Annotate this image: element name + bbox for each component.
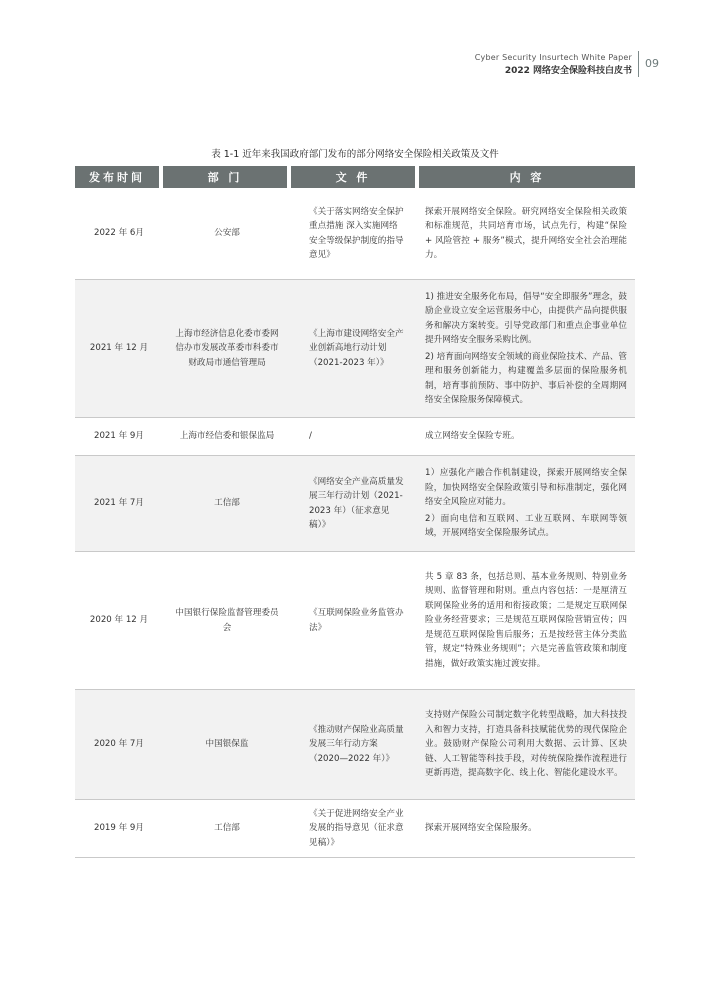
page-header bbox=[475, 52, 632, 78]
row-department: 公安部 bbox=[163, 188, 291, 280]
row-department: 中国银保监 bbox=[163, 690, 291, 800]
header-divider bbox=[638, 51, 639, 77]
content-paragraph: 探索开展网络安全保险。研究网络安全保险相关政策和标准规范，共同培育市场，试点先行，构建“保险 + 风险管控 + 服务”模式，提升网络安全社会治理能力。 bbox=[425, 206, 627, 260]
row-document: 《关于落实网络安全保护重点措施 深入实施网络安全等级保护制度的指导意见》 bbox=[291, 188, 419, 280]
row-department: 工信部 bbox=[163, 800, 291, 858]
row-department: 上海市经信委和银保监局 bbox=[163, 418, 291, 456]
row-document: 《上海市建设网络安全产业创新高地行动计划（2021-2023 年）》 bbox=[291, 280, 419, 418]
header-document: 文 件 bbox=[291, 166, 419, 188]
row-department: 上海市经济信息化委市委网信办市发展改革委市科委市财政局市通信管理局 bbox=[163, 280, 291, 418]
row-date: 2019 年 9月 bbox=[75, 800, 163, 858]
header-title-cn: 2022 网络安全保险科技白皮书 bbox=[504, 66, 632, 76]
content-paragraph: 探索开展网络安全保险服务。 bbox=[425, 823, 537, 834]
content-paragraph: 1）应强化产融合作机制建设，探索开展网络安全保险，加快网络安全保险政策引导和标准制定，强化网络安全风险应对能力。 bbox=[425, 468, 627, 508]
row-date: 2020 年 12 月 bbox=[75, 552, 163, 690]
header-date: 发布时间 bbox=[75, 166, 163, 188]
content-paragraph: 1) 推进安全服务化布局，倡导“安全即服务”理念，鼓励企业设立安全运营服务中心，由提供产品向提供服务和解决方案转变。引导党政部门和重点企事业单位提升网络安全服务采购比例。 bbox=[425, 291, 627, 345]
content-paragraph: 共 5 章 83 条，包括总则、基本业务规则、特别业务规则、监督管理和附则。重点内容包括：一是厘清互联网保险业务的适用和衔接政策；二是规定互联网保险业务经营要求；三是规范互联网保险营销宣传；四是规范互联网保险售后服务；五是按经营主体分类监管，规定“特殊业务规则”；六是完善监管政策和制度措施，做好政策实施过渡安排。 bbox=[425, 571, 627, 669]
table-row bbox=[75, 552, 635, 690]
row-document: 《关于促进网络安全产业发展的指导意见（征求意见稿）》 bbox=[291, 800, 419, 858]
row-department: 工信部 bbox=[163, 456, 291, 552]
row-document: 《网络安全产业高质量发展三年行动计划（2021-2023 年）（征求意见稿）》 bbox=[291, 456, 419, 552]
row-content bbox=[419, 552, 635, 690]
row-date: 2021 年 7月 bbox=[75, 456, 163, 552]
header-title-en: Cyber Security Insurtech White Paper bbox=[474, 53, 632, 62]
table-caption: 表 1-1 近年来我国政府部门发布的部分网络安全保险相关政策及文件 bbox=[211, 149, 499, 160]
table-header bbox=[75, 166, 635, 188]
table-row bbox=[75, 690, 635, 800]
row-content bbox=[419, 800, 635, 858]
header-department: 部 门 bbox=[163, 166, 291, 188]
page-number: 09 bbox=[645, 57, 659, 70]
table-row bbox=[75, 280, 635, 418]
row-document: 《推动财产保险业高质量发展三年行动方案（2020—2022 年）》 bbox=[291, 690, 419, 800]
row-document: 《互联网保险业务监管办法》 bbox=[291, 552, 419, 690]
row-content bbox=[419, 280, 635, 418]
table-body bbox=[75, 188, 635, 858]
row-department: 中国银行保险监督管理委员会 bbox=[163, 552, 291, 690]
table-row bbox=[75, 800, 635, 858]
table-row bbox=[75, 188, 635, 280]
row-date: 2021 年 9月 bbox=[75, 418, 163, 456]
header-content: 内 容 bbox=[419, 166, 635, 188]
row-content bbox=[419, 188, 635, 280]
row-date: 2022 年 6月 bbox=[75, 188, 163, 280]
content-paragraph: 2）面向电信和互联网、工业互联网、车联网等领域，开展网络安全保险服务试点。 bbox=[425, 513, 627, 539]
row-content bbox=[419, 456, 635, 552]
content-paragraph: 2) 培育面向网络安全领域的商业保险技术、产品、管理和服务创新能力，构建覆盖多层面的保险服务机制，培育事前预防、事中防护、事后补偿的全周期网络安全保险服务保障模式。 bbox=[425, 351, 627, 405]
table-row bbox=[75, 418, 635, 456]
row-document: / bbox=[291, 418, 419, 456]
row-date: 2021 年 12 月 bbox=[75, 280, 163, 418]
content-paragraph: 成立网络安全保险专班。 bbox=[425, 431, 520, 442]
row-content bbox=[419, 418, 635, 456]
table-row bbox=[75, 456, 635, 552]
row-date: 2020 年 7月 bbox=[75, 690, 163, 800]
content-paragraph: 支持财产保险公司制定数字化转型战略，加大科技投入和智力支持，打造具备科技赋能优势的现代保险企业。鼓励财产保险公司利用大数据、云计算、区块链、人工智能等科技手段，对传统保险操作流程进行更新再造，提高数字化、线上化、智能化建设水平。 bbox=[425, 710, 627, 779]
policy-table bbox=[75, 166, 635, 858]
row-content bbox=[419, 690, 635, 800]
